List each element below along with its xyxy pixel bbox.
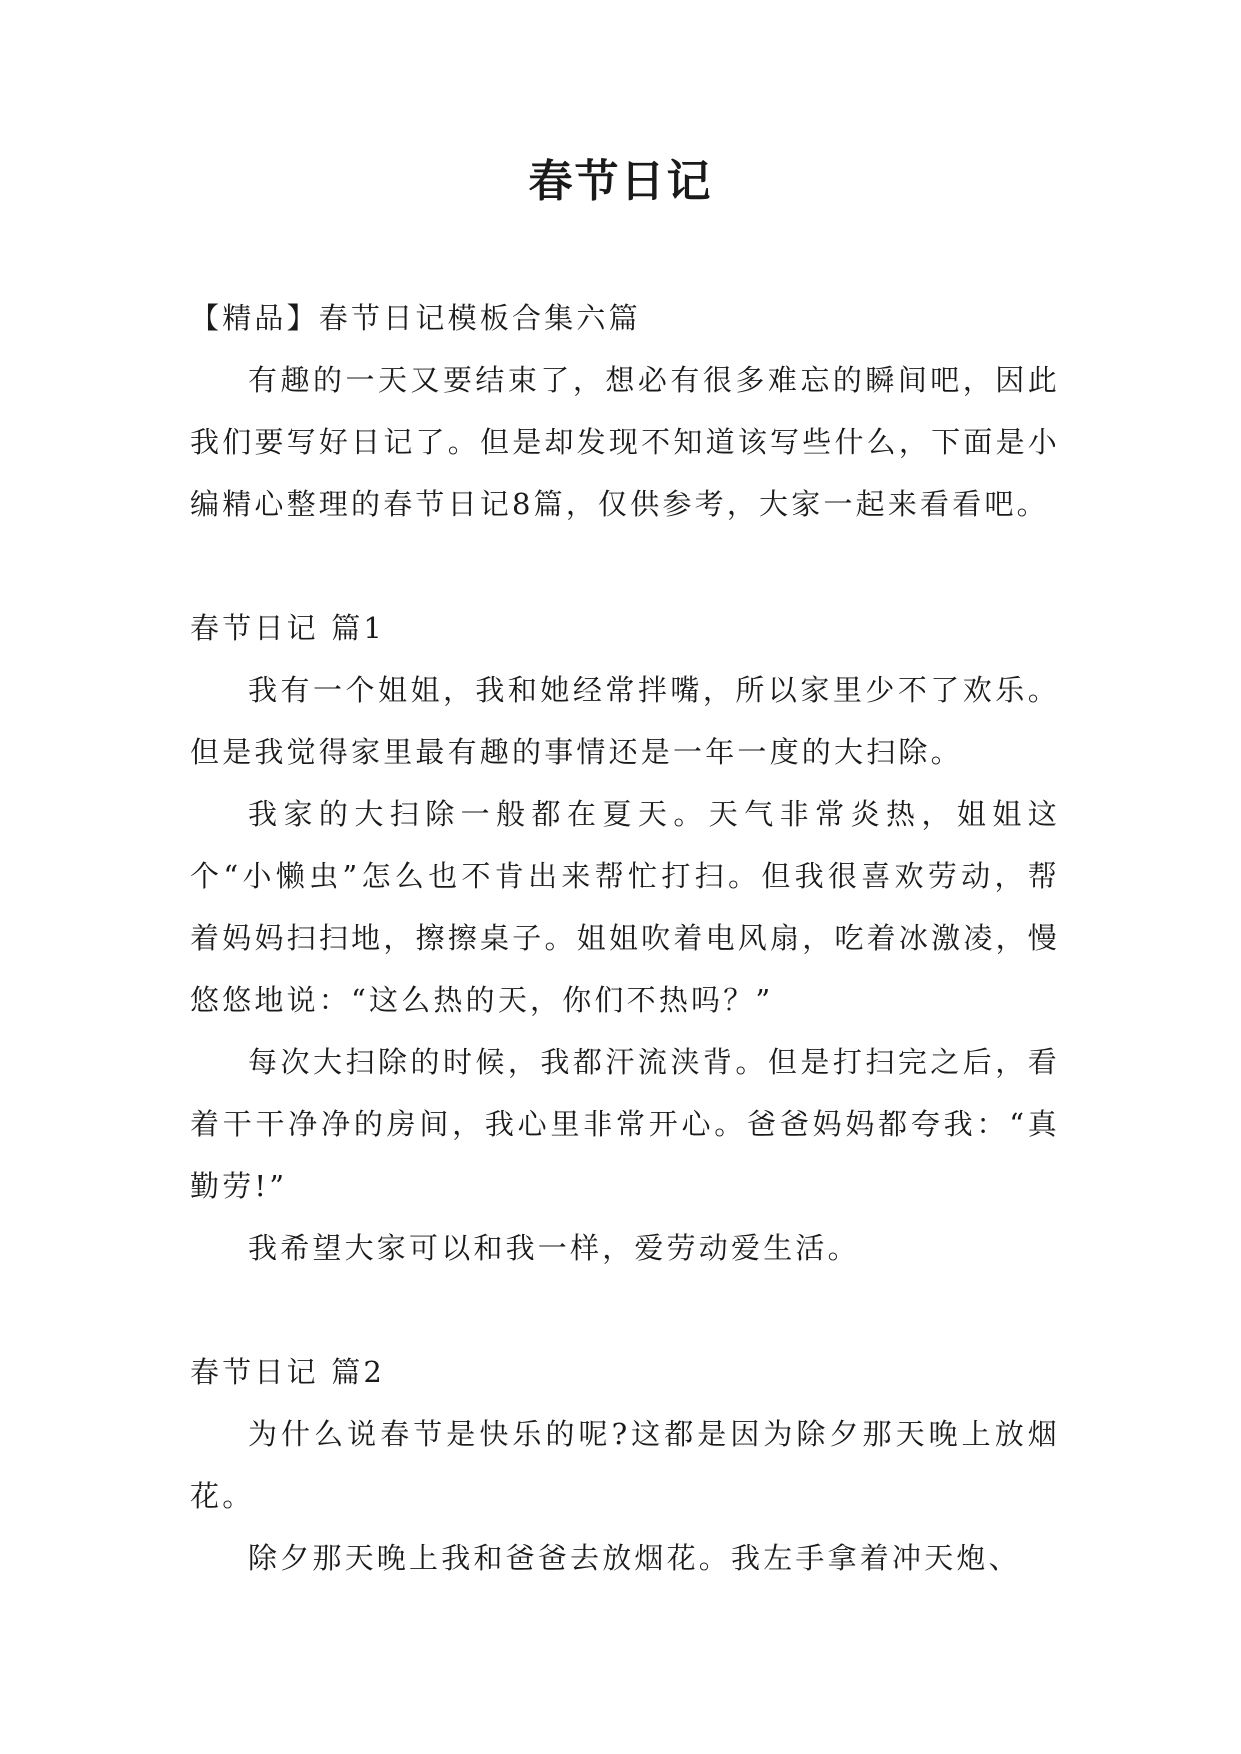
section-heading-2: 春节日记 篇2 xyxy=(190,1355,386,1389)
section-1-paragraph-3: 每次大扫除的时候，我都汗流浃背。但是打扫完之后，看着干干净净的房间，我心里非常开心。爸爸妈妈都夸我：“真勤劳!” xyxy=(190,1045,1060,1203)
intro-paragraph: 有趣的一天又要结束了，想必有很多难忘的瞬间吧，因此我们要写好日记了。但是却发现不知道该写些什么，下面是小编精心整理的春节日记8篇，仅供参考，大家一起来看看吧。 xyxy=(190,363,1060,521)
page-title: 春节日记 xyxy=(528,156,713,207)
section-spacer xyxy=(190,535,1060,597)
section-heading-1: 春节日记 篇1 xyxy=(190,611,386,645)
section-spacer xyxy=(190,1279,1060,1341)
section-1-paragraph-2: 我家的大扫除一般都在夏天。天气非常炎热，姐姐这个“小懒虫”怎么也不肯出来帮忙打扫。但我很喜欢劳动，帮着妈妈扫扫地，擦擦桌子。姐姐吹着电风扇，吃着冰激凌，慢悠悠地说：“这么热的天，你们不热吗？” xyxy=(190,797,1060,1017)
section-2-paragraph-1: 为什么说春节是快乐的呢?这都是因为除夕那天晚上放烟花。 xyxy=(190,1417,1060,1513)
section-1-paragraph-4: 我希望大家可以和我一样，爱劳动爱生活。 xyxy=(248,1231,860,1265)
section-2-paragraph-2: 除夕那天晚上我和爸爸去放烟花。我左手拿着冲天炮、 xyxy=(248,1541,1021,1575)
section-1-paragraph-1: 我有一个姐姐，我和她经常拌嘴，所以家里少不了欢乐。但是我觉得家里最有趣的事情还是一年一度的大扫除。 xyxy=(190,673,1060,769)
document-subtitle: 【精品】春节日记模板合集六篇 xyxy=(190,301,641,335)
document-body xyxy=(190,287,1060,1589)
